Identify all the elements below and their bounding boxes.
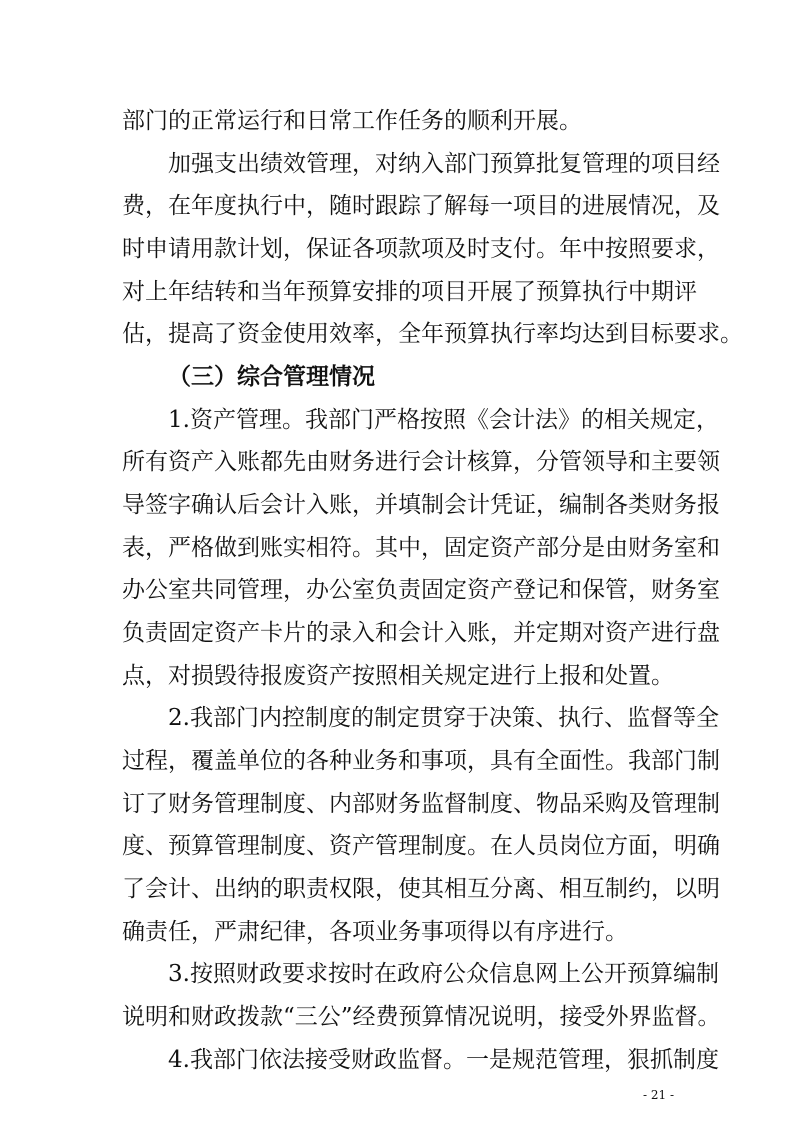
body-text-line: 度、预算管理制度、资产管理制度。在人员岗位方面，明确 bbox=[122, 833, 720, 859]
body-text-line: 所有资产入账都先由财务进行会计核算，分管领导和主要领 bbox=[122, 449, 720, 475]
body-text-line: 时申请用款计划，保证各项款项及时支付。年中按照要求， bbox=[122, 236, 720, 262]
page-number: - 21 - bbox=[642, 1088, 674, 1102]
body-text-line: 点，对损毁待报废资产按照相关规定进行上报和处置。 bbox=[122, 663, 674, 689]
body-text-line: 2.我部门内控制度的制定贯穿于决策、执行、监督等全 bbox=[168, 705, 719, 731]
body-text-line: 1.资产管理。我部门严格按照《会计法》的相关规定， bbox=[168, 407, 719, 433]
body-text-line: 过程，覆盖单位的各种业务和事项，具有全面性。我部门制 bbox=[122, 748, 720, 774]
body-text-line: 负责固定资产卡片的录入和会计入账，并定期对资产进行盘 bbox=[122, 620, 720, 646]
body-text-line: 4.我部门依法接受财政监督。一是规范管理，狠抓制度 bbox=[168, 1047, 719, 1073]
body-text-line: 了会计、出纳的职责权限，使其相互分离、相互制约，以明 bbox=[122, 876, 720, 902]
body-text-line: 费，在年度执行中，随时跟踪了解每一项目的进展情况，及 bbox=[122, 193, 720, 219]
body-text-line: 导签字确认后会计入账，并填制会计凭证，编制各类财务报 bbox=[122, 492, 720, 518]
section-heading: （三）综合管理情况 bbox=[168, 364, 375, 390]
body-text-line: 表，严格做到账实相符。其中，固定资产部分是由财务室和 bbox=[122, 535, 720, 561]
body-text-line: 订了财务管理制度、内部财务监督制度、物品采购及管理制 bbox=[122, 791, 720, 817]
body-text-line: 估，提高了资金使用效率，全年预算执行率均达到目标要求。 bbox=[122, 321, 743, 347]
body-text-line: 对上年结转和当年预算安排的项目开展了预算执行中期评 bbox=[122, 279, 697, 305]
body-text-line: 部门的正常运行和日常工作任务的顺利开展。 bbox=[122, 108, 582, 134]
body-text-line: 说明和财政拨款“三公”经费预算情况说明，接受外界监督。 bbox=[122, 1004, 721, 1030]
body-text-line: 办公室共同管理，办公室负责固定资产登记和保管，财务室 bbox=[122, 577, 720, 603]
body-text-line: 加强支出绩效管理，对纳入部门预算批复管理的项目经 bbox=[168, 151, 720, 177]
body-text-line: 3.按照财政要求按时在政府公众信息网上公开预算编制 bbox=[168, 961, 719, 987]
body-text-line: 确责任，严肃纪律，各项业务事项得以有序进行。 bbox=[122, 919, 628, 945]
